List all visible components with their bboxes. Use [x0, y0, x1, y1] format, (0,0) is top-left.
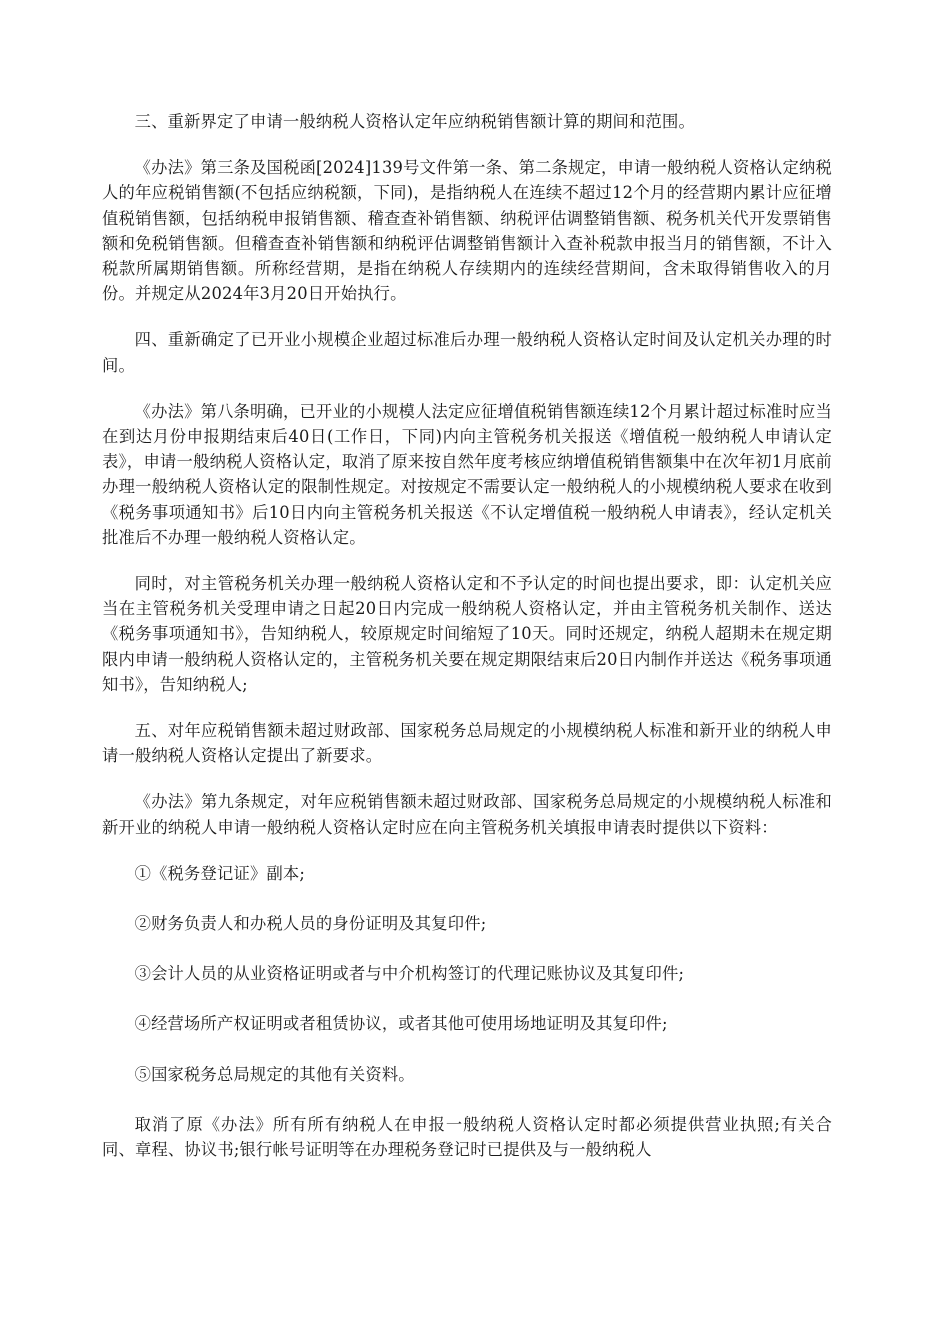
closing-paragraph: 取消了原《办法》所有所有纳税人在申报一般纳税人资格认定时都必须提供营业执照;有关合同、章程、协议书;银行帐号证明等在办理税务登记时已提供及与一般纳税人 — [102, 1114, 832, 1160]
section-heading-4: 四、重新确定了已开业小规模企业超过标准后办理一般纳税人资格认定时间及认定机关办理的时间。 — [102, 330, 832, 375]
document-body — [102, 109, 832, 1183]
paragraph: 《办法》第八条明确，已开业的小规模人法定应征增值税销售额连续12个月累计超过标准时应当在到达月份申报期结束后40日(工作日，下同)内向主管税务机关报送《增值税一般纳税人申请认定表》，申请一般纳税人资格认定，取消了原来按自然年度考核应纳增值税销售额集中在次年初1月底前办理一般纳税人资格认定的限制性规定。对按规定不需要认定一般纳税人的小规模纳税人要求在收到《税务事项通知书》后10日内向主管税务机关报送《不认定增值税一般纳税人申请表》，经认定机关批准后不办理一般纳税人资格认定。 — [102, 401, 832, 547]
list-item: ⑤国家税务总局规定的其他有关资料。 — [134, 1064, 415, 1084]
paragraph: 《办法》第九条规定，对年应税销售额未超过财政部、国家税务总局规定的小规模纳税人标准和新开业的纳税人申请一般纳税人资格认定时应在向主管税务机关填报申请表时提供以下资料： — [102, 792, 832, 837]
list-item: ②财务负责人和办税人员的身份证明及其复印件; — [134, 914, 487, 934]
paragraph: 《办法》第三条及国税函[2024]139号文件第一条、第二条规定，申请一般纳税人资格认定纳税人的年应税销售额(不包括应纳税额，下同)，是指纳税人在连续不超过12个月的经营期内累计应征增值税销售额，包括纳税申报销售额、稽查查补销售额、纳税评估调整销售额、税务机关代开发票销售额和免税销售额。但稽查查补销售额和纳税评估调整销售额计入查补税款申报当月的销售额，不计入税款所属期销售额。所称经营期，是指在纳税人存续期内的连续经营期间，含未取得销售收入的月份。并规定从2024年3月20日开始执行。 — [102, 158, 832, 304]
list-item: ④经营场所产权证明或者租赁协议，或者其他可使用场地证明及其复印件; — [134, 1014, 668, 1034]
section-heading-5: 五、对年应税销售额未超过财政部、国家税务总局规定的小规模纳税人标准和新开业的纳税人申请一般纳税人资格认定提出了新要求。 — [102, 721, 832, 766]
list-item: ①《税务登记证》副本; — [134, 863, 306, 883]
paragraph: 同时，对主管税务机关办理一般纳税人资格认定和不予认定的时间也提出要求，即：认定机关应当在主管税务机关受理申请之日起20日内完成一般纳税人资格认定，并由主管税务机关制作、送达《税务事项通知书》，告知纳税人，较原规定时间缩短了10天。同时还规定，纳税人超期未在规定期限内申请一般纳税人资格认定的，主管税务机关要在规定期限结束后20日内制作并送达《税务事项通知书》，告知纳税人; — [102, 574, 832, 694]
section-heading-3: 三、重新界定了申请一般纳税人资格认定年应纳税销售额计算的期间和范围。 — [134, 112, 695, 131]
list-item: ③会计人员的从业资格证明或者与中介机构签订的代理记账协议及其复印件; — [134, 964, 685, 984]
